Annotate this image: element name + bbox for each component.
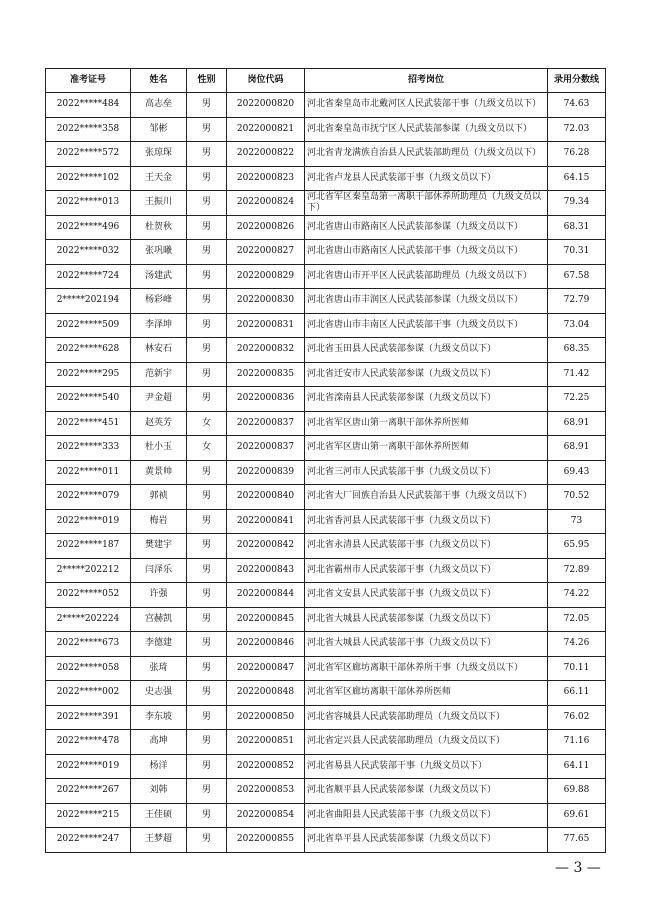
table-row	[46, 705, 606, 730]
table-row	[46, 240, 606, 265]
exam-id-cell: 2*****202212	[46, 558, 131, 583]
gender-cell: 男	[187, 240, 227, 265]
post-cell: 河北省易县人民武装部干事（九级文员以下）	[305, 754, 548, 779]
header-gender: 性别	[187, 69, 227, 93]
exam-id-cell: 2022*****724	[46, 264, 131, 289]
post-code-cell: 2022000829	[227, 264, 305, 289]
post-code-cell: 2022000823	[227, 166, 305, 191]
score-cell: 77.65	[548, 828, 606, 853]
gender-cell: 男	[187, 583, 227, 608]
score-cell: 71.42	[548, 362, 606, 387]
post-code-cell: 2022000835	[227, 362, 305, 387]
post-code-cell: 2022000832	[227, 338, 305, 363]
name-cell: 史志强	[131, 681, 187, 706]
table-row	[46, 509, 606, 534]
post-code-cell: 2022000839	[227, 460, 305, 485]
name-cell: 刘韩	[131, 779, 187, 804]
name-cell: 王梦超	[131, 828, 187, 853]
post-code-cell: 2022000855	[227, 828, 305, 853]
table-row	[46, 436, 606, 461]
name-cell: 尹金超	[131, 387, 187, 412]
exam-id-cell: 2022*****032	[46, 240, 131, 265]
score-cell: 69.43	[548, 460, 606, 485]
exam-id-cell: 2022*****496	[46, 215, 131, 240]
post-code-cell: 2022000837	[227, 436, 305, 461]
post-code-cell: 2022000826	[227, 215, 305, 240]
post-cell: 河北省曲阳县人民武装部干事（九级文员以下）	[305, 803, 548, 828]
exam-id-cell: 2*****202194	[46, 289, 131, 314]
header-post-code: 岗位代码	[227, 69, 305, 93]
score-cell: 74.22	[548, 583, 606, 608]
table-row	[46, 681, 606, 706]
table-row	[46, 117, 606, 142]
score-cell: 68.31	[548, 215, 606, 240]
name-cell: 杨彩峰	[131, 289, 187, 314]
exam-id-cell: 2022*****019	[46, 754, 131, 779]
score-cell: 72.05	[548, 607, 606, 632]
score-cell: 72.25	[548, 387, 606, 412]
gender-cell: 女	[187, 411, 227, 436]
table-row	[46, 754, 606, 779]
name-cell: 郭祯	[131, 485, 187, 510]
post-code-cell: 2022000850	[227, 705, 305, 730]
score-cell: 68.91	[548, 411, 606, 436]
name-cell: 张琼琛	[131, 142, 187, 167]
post-cell: 河北省秦皇岛市北戴河区人民武装部干事（九级文员以下）	[305, 93, 548, 118]
name-cell: 邹彬	[131, 117, 187, 142]
header-row	[46, 69, 606, 93]
score-cell: 65.95	[548, 534, 606, 559]
table-row	[46, 583, 606, 608]
table-row	[46, 803, 606, 828]
score-cell: 72.89	[548, 558, 606, 583]
exam-id-cell: 2022*****540	[46, 387, 131, 412]
gender-cell: 男	[187, 534, 227, 559]
gender-cell: 男	[187, 215, 227, 240]
post-cell: 河北省大城县人民武装部参谋（九级文员以下）	[305, 607, 548, 632]
post-code-cell: 2022000836	[227, 387, 305, 412]
post-cell: 河北省香河县人民武装部干事（九级文员以下）	[305, 509, 548, 534]
header-score-line: 录用分数线	[548, 69, 606, 93]
post-code-cell: 2022000821	[227, 117, 305, 142]
gender-cell: 男	[187, 362, 227, 387]
name-cell: 杜小玉	[131, 436, 187, 461]
exam-id-cell: 2022*****478	[46, 730, 131, 755]
gender-cell: 男	[187, 558, 227, 583]
gender-cell: 女	[187, 436, 227, 461]
post-code-cell: 2022000830	[227, 289, 305, 314]
table-row	[46, 387, 606, 412]
post-cell: 河北省三河市人民武装部干事（九级文员以下）	[305, 460, 548, 485]
score-cell: 70.11	[548, 656, 606, 681]
table-row	[46, 215, 606, 240]
score-cell: 71.16	[548, 730, 606, 755]
post-code-cell: 2022000840	[227, 485, 305, 510]
gender-cell: 男	[187, 338, 227, 363]
score-cell: 73	[548, 509, 606, 534]
post-cell: 河北省大城县人民武装部干事（九级文员以下）	[305, 632, 548, 657]
post-cell: 河北省大厂回族自治县人民武装部干事（九级文员以下）	[305, 485, 548, 510]
table-row	[46, 656, 606, 681]
score-cell: 76.28	[548, 142, 606, 167]
name-cell: 王天金	[131, 166, 187, 191]
name-cell: 梅岩	[131, 509, 187, 534]
post-cell: 河北省军区唐山第一离职干部休养所医师	[305, 411, 548, 436]
name-cell: 范新宇	[131, 362, 187, 387]
gender-cell: 男	[187, 387, 227, 412]
exam-id-cell: 2022*****451	[46, 411, 131, 436]
gender-cell: 男	[187, 142, 227, 167]
exam-id-cell: 2022*****002	[46, 681, 131, 706]
table-row	[46, 460, 606, 485]
table-row	[46, 828, 606, 853]
exam-id-cell: 2022*****333	[46, 436, 131, 461]
exam-id-cell: 2022*****013	[46, 191, 131, 216]
exam-id-cell: 2022*****052	[46, 583, 131, 608]
gender-cell: 男	[187, 264, 227, 289]
post-code-cell: 2022000844	[227, 583, 305, 608]
score-cell: 72.03	[548, 117, 606, 142]
score-cell: 64.15	[548, 166, 606, 191]
post-cell: 河北省秦皇岛市抚宁区人民武装部参谋（九级文员以下）	[305, 117, 548, 142]
table-row	[46, 534, 606, 559]
post-code-cell: 2022000848	[227, 681, 305, 706]
gender-cell: 男	[187, 191, 227, 216]
exam-id-cell: 2022*****358	[46, 117, 131, 142]
post-code-cell: 2022000822	[227, 142, 305, 167]
post-code-cell: 2022000853	[227, 779, 305, 804]
gender-cell: 男	[187, 313, 227, 338]
post-cell: 河北省永清县人民武装部干事（九级文员以下）	[305, 534, 548, 559]
post-code-cell: 2022000841	[227, 509, 305, 534]
post-cell: 河北省唐山市路南区人民武装部参谋（九级文员以下）	[305, 215, 548, 240]
name-cell: 高志垒	[131, 93, 187, 118]
gender-cell: 男	[187, 656, 227, 681]
gender-cell: 男	[187, 705, 227, 730]
exam-id-cell: 2022*****673	[46, 632, 131, 657]
post-code-cell: 2022000854	[227, 803, 305, 828]
post-cell: 河北省军区唐山第一离职干部休养所医师	[305, 436, 548, 461]
table-row	[46, 485, 606, 510]
exam-id-cell: 2022*****391	[46, 705, 131, 730]
post-cell: 河北省卢龙县人民武装部干事（九级文员以下）	[305, 166, 548, 191]
gender-cell: 男	[187, 754, 227, 779]
score-cell: 66.11	[548, 681, 606, 706]
score-cell: 69.61	[548, 803, 606, 828]
table-row	[46, 264, 606, 289]
post-cell: 河北省阜平县人民武装部参谋（九级文员以下）	[305, 828, 548, 853]
name-cell: 林安石	[131, 338, 187, 363]
table-row	[46, 142, 606, 167]
name-cell: 王振川	[131, 191, 187, 216]
page-number: — 3 —	[555, 860, 601, 876]
name-cell: 李东坡	[131, 705, 187, 730]
table-row	[46, 191, 606, 216]
gender-cell: 男	[187, 632, 227, 657]
table-row	[46, 338, 606, 363]
score-cell: 68.35	[548, 338, 606, 363]
gender-cell: 男	[187, 607, 227, 632]
table-body	[46, 93, 606, 853]
score-cell: 69.88	[548, 779, 606, 804]
results-table	[45, 68, 606, 853]
post-cell: 河北省玉田县人民武装部参谋（九级文员以下）	[305, 338, 548, 363]
post-cell: 河北省文安县人民武装部干事（九级文员以下）	[305, 583, 548, 608]
post-code-cell: 2022000837	[227, 411, 305, 436]
name-cell: 闫泽乐	[131, 558, 187, 583]
gender-cell: 男	[187, 828, 227, 853]
score-cell: 70.31	[548, 240, 606, 265]
table-row	[46, 166, 606, 191]
post-code-cell: 2022000827	[227, 240, 305, 265]
gender-cell: 男	[187, 166, 227, 191]
score-cell: 72.79	[548, 289, 606, 314]
table-row	[46, 607, 606, 632]
post-cell: 河北省迁安市人民武装部参谋（九级文员以下）	[305, 362, 548, 387]
gender-cell: 男	[187, 460, 227, 485]
post-code-cell: 2022000831	[227, 313, 305, 338]
exam-id-cell: 2022*****484	[46, 93, 131, 118]
table-row	[46, 632, 606, 657]
score-cell: 73.04	[548, 313, 606, 338]
post-cell: 河北省唐山市丰南区人民武装部干事（九级文员以下）	[305, 313, 548, 338]
exam-id-cell: 2022*****011	[46, 460, 131, 485]
table-row	[46, 730, 606, 755]
exam-id-cell: 2022*****079	[46, 485, 131, 510]
post-cell: 河北省军区廊坊离职干部休养所干事（九级文员以下）	[305, 656, 548, 681]
header-name: 姓名	[131, 69, 187, 93]
name-cell: 李泽坤	[131, 313, 187, 338]
post-code-cell: 2022000852	[227, 754, 305, 779]
exam-id-cell: 2022*****187	[46, 534, 131, 559]
score-cell: 74.63	[548, 93, 606, 118]
exam-id-cell: 2*****202224	[46, 607, 131, 632]
exam-id-cell: 2022*****628	[46, 338, 131, 363]
table-row	[46, 362, 606, 387]
post-code-cell: 2022000824	[227, 191, 305, 216]
post-code-cell: 2022000845	[227, 607, 305, 632]
post-code-cell: 2022000847	[227, 656, 305, 681]
post-cell: 河北省唐山市丰润区人民武装部参谋（九级文员以下）	[305, 289, 548, 314]
post-cell: 河北省定兴县人民武装部助理员（九级文员以下）	[305, 730, 548, 755]
gender-cell: 男	[187, 803, 227, 828]
name-cell: 赵英芳	[131, 411, 187, 436]
gender-cell: 男	[187, 730, 227, 755]
name-cell: 杜贺秋	[131, 215, 187, 240]
header-exam-id: 准考证号	[46, 69, 131, 93]
exam-id-cell: 2022*****509	[46, 313, 131, 338]
name-cell: 高坤	[131, 730, 187, 755]
score-cell: 68.91	[548, 436, 606, 461]
exam-id-cell: 2022*****215	[46, 803, 131, 828]
score-cell: 67.58	[548, 264, 606, 289]
table-row	[46, 558, 606, 583]
name-cell: 王佳硕	[131, 803, 187, 828]
post-cell: 河北省军区秦皇岛第一离职干部休养所助理员（九级文员以下）	[305, 191, 548, 216]
post-cell: 河北省容城县人民武装部助理员（九级文员以下）	[305, 705, 548, 730]
table-row	[46, 313, 606, 338]
score-cell: 76.02	[548, 705, 606, 730]
name-cell: 张琦	[131, 656, 187, 681]
gender-cell: 男	[187, 93, 227, 118]
name-cell: 汤建武	[131, 264, 187, 289]
post-code-cell: 2022000820	[227, 93, 305, 118]
post-cell: 河北省唐山市路南区人民武装部干事（九级文员以下）	[305, 240, 548, 265]
post-cell: 河北省顺平县人民武装部参谋（九级文员以下）	[305, 779, 548, 804]
gender-cell: 男	[187, 509, 227, 534]
gender-cell: 男	[187, 117, 227, 142]
score-cell: 64.11	[548, 754, 606, 779]
gender-cell: 男	[187, 289, 227, 314]
post-cell: 河北省青龙满族自治县人民武装部助理员（九级文员以下）	[305, 142, 548, 167]
exam-id-cell: 2022*****267	[46, 779, 131, 804]
table-row	[46, 779, 606, 804]
post-code-cell: 2022000843	[227, 558, 305, 583]
post-code-cell: 2022000851	[227, 730, 305, 755]
score-cell: 74.26	[548, 632, 606, 657]
name-cell: 宫赫凯	[131, 607, 187, 632]
gender-cell: 男	[187, 681, 227, 706]
exam-id-cell: 2022*****295	[46, 362, 131, 387]
exam-id-cell: 2022*****102	[46, 166, 131, 191]
name-cell: 张巩曦	[131, 240, 187, 265]
post-code-cell: 2022000842	[227, 534, 305, 559]
name-cell: 杨洋	[131, 754, 187, 779]
name-cell: 樊建宇	[131, 534, 187, 559]
name-cell: 许强	[131, 583, 187, 608]
post-cell: 河北省霸州市人民武装部干事（九级文员以下）	[305, 558, 548, 583]
post-cell: 河北省军区廊坊离职干部休养所医师	[305, 681, 548, 706]
post-cell: 河北省滦南县人民武装部参谋（九级文员以下）	[305, 387, 548, 412]
score-cell: 70.52	[548, 485, 606, 510]
name-cell: 黄景帅	[131, 460, 187, 485]
exam-id-cell: 2022*****058	[46, 656, 131, 681]
name-cell: 李德建	[131, 632, 187, 657]
table-row	[46, 289, 606, 314]
post-cell: 河北省唐山市开平区人民武装部助理员（九级文员以下）	[305, 264, 548, 289]
gender-cell: 男	[187, 779, 227, 804]
table-row	[46, 93, 606, 118]
exam-id-cell: 2022*****019	[46, 509, 131, 534]
score-cell: 79.34	[548, 191, 606, 216]
gender-cell: 男	[187, 485, 227, 510]
table-row	[46, 411, 606, 436]
exam-id-cell: 2022*****247	[46, 828, 131, 853]
header-post: 招考岗位	[305, 69, 548, 93]
post-code-cell: 2022000846	[227, 632, 305, 657]
exam-id-cell: 2022*****572	[46, 142, 131, 167]
